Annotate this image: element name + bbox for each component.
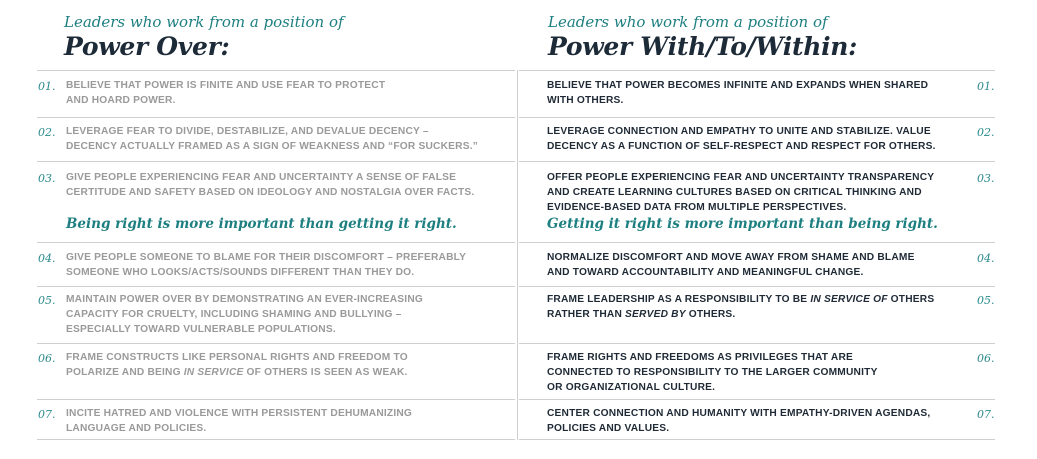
power-with-item: [547, 292, 967, 322]
power-over-item: [66, 292, 506, 337]
row-divider-right: [519, 70, 995, 71]
row-divider-right: [519, 286, 995, 287]
row-divider-left: [37, 242, 515, 243]
left-header-title: Power Over:: [64, 32, 230, 61]
text-line: WITH OTHERS.: [547, 95, 624, 106]
text-run: RATHER THAN: [547, 309, 626, 320]
text-line: AND HOARD POWER.: [66, 95, 176, 106]
right-column-header: [548, 12, 857, 62]
power-over-item: [66, 406, 506, 436]
power-with-item: [547, 78, 967, 108]
power-over-item: [66, 170, 506, 200]
power-over-item: [66, 250, 506, 280]
power-over-quote: Being right is more important than getting it right.: [66, 216, 457, 232]
row-number-right: 04.: [977, 252, 995, 265]
text-line: NORMALIZE DISCOMFORT AND MOVE AWAY FROM SHAME AND BLAME: [547, 252, 915, 263]
row-number-left: 03.: [38, 172, 56, 185]
row-divider-left: [37, 161, 515, 162]
row-number-right: 01.: [977, 80, 995, 93]
power-with-item: [547, 124, 967, 154]
text-run: OF OTHERS IS SEEN AS WEAK.: [243, 367, 408, 378]
right-header-title: Power With/To/Within:: [548, 32, 858, 61]
row-divider-left: [37, 70, 515, 71]
text-line: ESPECIALLY TOWARD VULNERABLE POPULATIONS.: [66, 324, 336, 335]
text-line: OFFER PEOPLE EXPERIENCING FEAR AND UNCERTAINTY TRANSPARENCY: [547, 172, 935, 183]
text-line: [66, 350, 506, 365]
text-line: INCITE HATRED AND VIOLENCE WITH PERSISTENT DEHUMANIZING: [66, 408, 413, 419]
row-divider-right: [519, 439, 995, 440]
text-line: OR ORGANIZATIONAL CULTURE.: [547, 382, 716, 393]
right-header-subtitle: Leaders who work from a position of: [548, 13, 828, 31]
text-line: DECENCY ACTUALLY FRAMED AS A SIGN OF WEAKNESS AND “FOR SUCKERS.”: [66, 141, 479, 152]
text-line: LANGUAGE AND POLICIES.: [66, 423, 207, 434]
row-divider-right: [519, 117, 995, 118]
text-line: FRAME RIGHTS AND FREEDOMS AS PRIVILEGES THAT ARE: [547, 352, 853, 363]
text-line: CAPACITY FOR CRUELTY, INCLUDING SHAMING AND BULLYING –: [66, 309, 402, 320]
row-number-left: 02.: [38, 126, 56, 139]
text-line: LEVERAGE FEAR TO DIVIDE, DESTABILIZE, AND DEVALUE DECENCY –: [66, 126, 429, 137]
row-number-right: 06.: [977, 352, 995, 365]
emphasis-text: SERVED BY: [625, 309, 686, 320]
text-line: CERTITUDE AND SAFETY BASED ON IDEOLOGY AND NOSTALGIA OVER FACTS.: [66, 187, 475, 198]
emphasis-text: IN SERVICE OF: [810, 294, 888, 305]
power-with-item: [547, 406, 967, 436]
text-line: [547, 307, 967, 322]
row-divider-left: [37, 286, 515, 287]
row-divider-left: [37, 343, 515, 344]
text-line: BELIEVE THAT POWER IS FINITE AND USE FEAR TO PROTECT: [66, 80, 386, 91]
text-line: CENTER CONNECTION AND HUMANITY WITH EMPATHY-DRIVEN AGENDAS,: [547, 408, 931, 419]
row-divider-right: [519, 161, 995, 162]
text-line: EVIDENCE-BASED DATA FROM MULTIPLE PERSPECTIVES.: [547, 202, 847, 213]
text-line: DECENCY AS A FUNCTION OF SELF-RESPECT AND RESPECT FOR OTHERS.: [547, 141, 936, 152]
row-number-right: 02.: [977, 126, 995, 139]
row-number-left: 06.: [38, 352, 56, 365]
text-line: CONNECTED TO RESPONSIBILITY TO THE LARGER COMMUNITY: [547, 367, 878, 378]
row-number-left: 05.: [38, 294, 56, 307]
column-divider: [517, 70, 518, 440]
text-line: SOMEONE WHO LOOKS/ACTS/SOUNDS DIFFERENT THAN THEY DO.: [66, 267, 415, 278]
text-line: LEVERAGE CONNECTION AND EMPATHY TO UNITE AND STABILIZE. VALUE: [547, 126, 931, 137]
row-divider-right: [519, 343, 995, 344]
power-over-item: [66, 124, 506, 154]
text-run: POLARIZE AND BEING: [66, 367, 184, 378]
power-over-item: [66, 78, 506, 108]
power-with-item: [547, 250, 967, 280]
text-run: OTHERS.: [685, 309, 736, 320]
text-line: GIVE PEOPLE EXPERIENCING FEAR AND UNCERTAINTY A SENSE OF FALSE: [66, 172, 457, 183]
emphasis-text: IN SERVICE: [183, 367, 244, 378]
row-divider-left: [37, 117, 515, 118]
row-number-left: 01.: [38, 80, 56, 93]
left-column-header: [64, 12, 344, 62]
row-number-right: 05.: [977, 294, 995, 307]
text-run: FRAME CONSTRUCTS LIKE PERSONAL RIGHTS AND FREEDOM TO: [66, 352, 408, 363]
text-line: [547, 292, 967, 307]
row-number-left: 07.: [38, 408, 56, 421]
power-with-item: [547, 170, 967, 215]
power-with-item: [547, 350, 967, 395]
row-divider-right: [519, 399, 995, 400]
row-number-left: 04.: [38, 252, 56, 265]
power-with-quote: Getting it right is more important than being right.: [547, 216, 938, 232]
text-line: [66, 365, 506, 380]
power-over-item: [66, 350, 506, 380]
text-line: BELIEVE THAT POWER BECOMES INFINITE AND EXPANDS WHEN SHARED: [547, 80, 929, 91]
text-line: AND TOWARD ACCOUNTABILITY AND MEANINGFUL CHANGE.: [547, 267, 864, 278]
left-header-subtitle: Leaders who work from a position of: [64, 13, 344, 31]
text-line: AND CREATE LEARNING CULTURES BASED ON CRITICAL THINKING AND: [547, 187, 922, 198]
row-number-right: 03.: [977, 172, 995, 185]
text-run: FRAME LEADERSHIP AS A RESPONSIBILITY TO BE: [547, 294, 811, 305]
text-line: GIVE PEOPLE SOMEONE TO BLAME FOR THEIR DISCOMFORT – PREFERABLY: [66, 252, 467, 263]
row-divider-left: [37, 399, 515, 400]
row-divider-right: [519, 242, 995, 243]
text-line: MAINTAIN POWER OVER BY DEMONSTRATING AN EVER-INCREASING: [66, 294, 424, 305]
text-run: OTHERS: [887, 294, 935, 305]
row-divider-left: [37, 439, 515, 440]
text-line: POLICIES AND VALUES.: [547, 423, 670, 434]
row-number-right: 07.: [977, 408, 995, 421]
